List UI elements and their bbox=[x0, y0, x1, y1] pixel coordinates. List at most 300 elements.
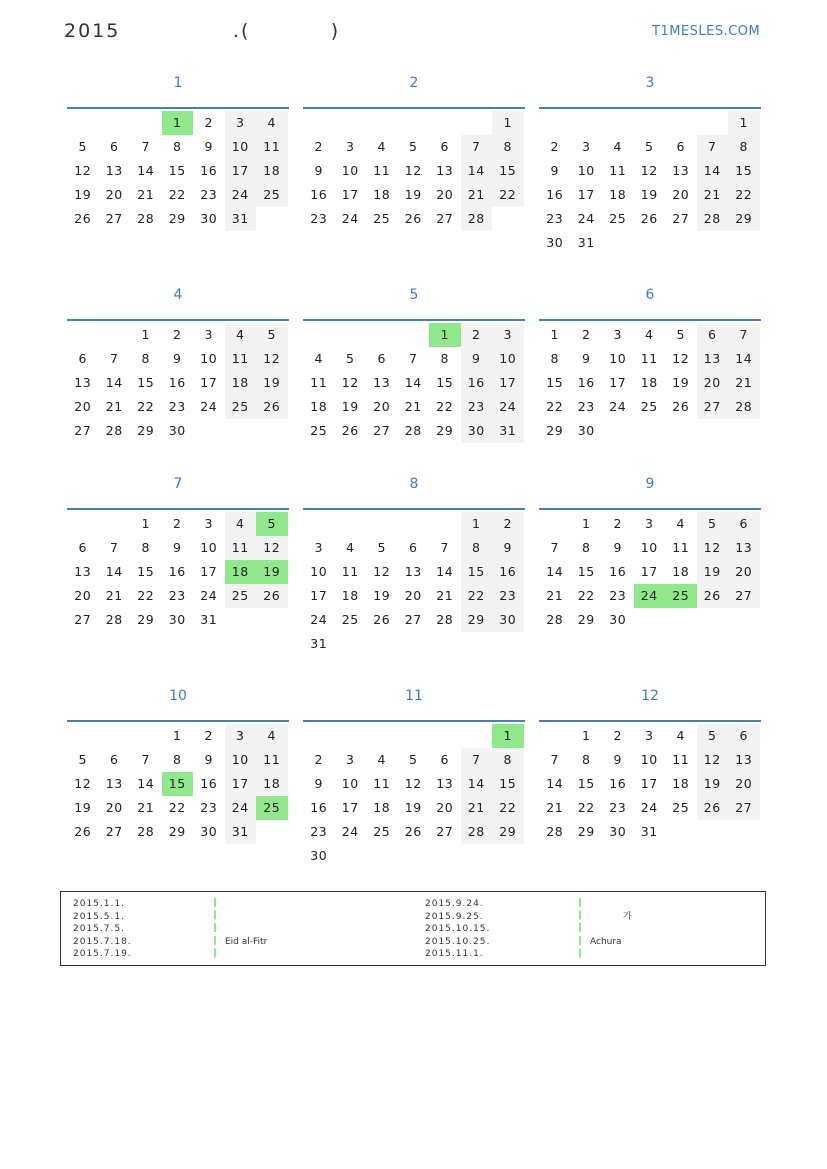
day-cell: 7 bbox=[141, 139, 150, 154]
empty-cell bbox=[67, 323, 99, 347]
empty-cell bbox=[335, 323, 367, 347]
day-cell: 25 bbox=[225, 584, 257, 608]
day-cell: 22 bbox=[461, 584, 493, 608]
day-cell: 16 bbox=[310, 800, 328, 815]
month-12 bbox=[539, 686, 761, 844]
day-cell: 14 bbox=[728, 347, 760, 371]
empty-cell bbox=[130, 724, 162, 748]
day-cell: 26 bbox=[74, 824, 92, 839]
day-cell: 29 bbox=[577, 612, 595, 627]
day-cell: 24 bbox=[225, 183, 257, 207]
day-cell: 31 bbox=[310, 636, 328, 651]
legend-holiday-name bbox=[225, 911, 267, 924]
day-cell: 24 bbox=[310, 612, 328, 627]
day-cell: 1 bbox=[492, 724, 524, 748]
month-grid bbox=[539, 319, 761, 443]
day-cell: 9 bbox=[461, 347, 493, 371]
day-cell: 26 bbox=[256, 395, 288, 419]
day-cell: 4 bbox=[645, 327, 654, 342]
day-cell: 3 bbox=[346, 139, 355, 154]
day-cell: 7 bbox=[141, 752, 150, 767]
day-cell: 15 bbox=[728, 159, 760, 183]
day-cell: 13 bbox=[436, 776, 454, 791]
day-cell: 30 bbox=[546, 235, 564, 250]
legend-date: 2015.7.19. bbox=[73, 949, 132, 960]
empty-cell bbox=[67, 512, 99, 536]
day-cell: 7 bbox=[461, 135, 493, 159]
day-cell: 23 bbox=[461, 395, 493, 419]
day-cell: 30 bbox=[609, 612, 627, 627]
legend-marker-right bbox=[579, 898, 581, 961]
month-1 bbox=[67, 73, 289, 231]
day-cell: 24 bbox=[634, 584, 666, 608]
day-cell: 29 bbox=[546, 423, 564, 438]
day-cell: 13 bbox=[436, 163, 454, 178]
day-cell: 29 bbox=[461, 608, 493, 632]
day-cell: 15 bbox=[461, 560, 493, 584]
day-cell: 14 bbox=[546, 564, 564, 579]
day-cell: 13 bbox=[74, 375, 92, 390]
day-cell: 2 bbox=[204, 115, 213, 130]
day-cell: 31 bbox=[225, 820, 257, 844]
day-cell: 22 bbox=[492, 183, 524, 207]
empty-cell bbox=[130, 111, 162, 135]
day-cell: 23 bbox=[168, 588, 186, 603]
day-cell: 10 bbox=[640, 540, 658, 555]
day-cell: 4 bbox=[314, 351, 323, 366]
day-cell: 20 bbox=[728, 772, 760, 796]
day-cell: 27 bbox=[728, 584, 760, 608]
empty-cell bbox=[634, 111, 666, 135]
empty-cell bbox=[539, 724, 571, 748]
month-title: 1 bbox=[173, 75, 183, 91]
day-cell: 5 bbox=[409, 752, 418, 767]
empty-cell bbox=[335, 111, 367, 135]
day-cell: 28 bbox=[697, 207, 729, 231]
day-cell: 5 bbox=[377, 540, 386, 555]
day-cell: 7 bbox=[728, 323, 760, 347]
empty-cell bbox=[461, 111, 493, 135]
day-cell: 15 bbox=[492, 772, 524, 796]
day-cell: 5 bbox=[256, 323, 288, 347]
day-cell: 29 bbox=[137, 612, 155, 627]
month-9 bbox=[539, 474, 761, 632]
day-cell: 18 bbox=[373, 800, 391, 815]
day-cell: 30 bbox=[492, 608, 524, 632]
day-cell: 24 bbox=[609, 399, 627, 414]
day-cell: 8 bbox=[492, 135, 524, 159]
day-cell: 15 bbox=[137, 564, 155, 579]
day-cell: 17 bbox=[200, 375, 218, 390]
day-cell: 5 bbox=[697, 512, 729, 536]
empty-cell bbox=[335, 724, 367, 748]
empty-cell bbox=[99, 111, 131, 135]
day-cell: 6 bbox=[440, 752, 449, 767]
legend-date: 2015.9.25. bbox=[425, 911, 484, 922]
day-cell: 11 bbox=[373, 776, 391, 791]
day-cell: 4 bbox=[676, 728, 685, 743]
day-cell: 25 bbox=[665, 584, 697, 608]
day-cell: 23 bbox=[609, 800, 627, 815]
day-cell: 1 bbox=[461, 512, 493, 536]
day-cell: 27 bbox=[373, 423, 391, 438]
day-cell: 5 bbox=[78, 752, 87, 767]
day-cell: 3 bbox=[645, 516, 654, 531]
day-cell: 20 bbox=[728, 560, 760, 584]
day-cell: 16 bbox=[168, 375, 186, 390]
day-cell: 9 bbox=[492, 536, 524, 560]
day-cell: 27 bbox=[436, 211, 454, 226]
day-cell: 10 bbox=[577, 163, 595, 178]
day-cell: 22 bbox=[577, 800, 595, 815]
day-cell: 12 bbox=[697, 536, 729, 560]
day-cell: 1 bbox=[141, 516, 150, 531]
day-cell: 1 bbox=[582, 728, 591, 743]
day-cell: 4 bbox=[346, 540, 355, 555]
day-cell: 9 bbox=[314, 776, 323, 791]
day-cell: 15 bbox=[168, 163, 186, 178]
day-cell: 28 bbox=[546, 612, 564, 627]
empty-cell bbox=[429, 724, 461, 748]
day-cell: 7 bbox=[110, 351, 119, 366]
month-grid bbox=[67, 720, 289, 844]
day-cell: 6 bbox=[377, 351, 386, 366]
site-brand-link[interactable]: T1MESLES.COM bbox=[652, 24, 761, 39]
month-grid bbox=[303, 508, 525, 656]
day-cell: 7 bbox=[440, 540, 449, 555]
empty-cell bbox=[303, 111, 335, 135]
day-cell: 9 bbox=[173, 351, 182, 366]
day-cell: 25 bbox=[373, 824, 391, 839]
day-cell: 19 bbox=[74, 187, 92, 202]
empty-cell bbox=[539, 111, 571, 135]
month-title: 11 bbox=[405, 688, 423, 704]
day-cell: 8 bbox=[582, 540, 591, 555]
month-title: 10 bbox=[169, 688, 187, 704]
day-cell: 3 bbox=[492, 323, 524, 347]
day-cell: 12 bbox=[404, 163, 422, 178]
month-title: 6 bbox=[645, 287, 655, 303]
day-cell: 23 bbox=[577, 399, 595, 414]
day-cell: 4 bbox=[377, 752, 386, 767]
page-title: 2015 .( ) bbox=[64, 20, 341, 42]
day-cell: 12 bbox=[256, 347, 288, 371]
day-cell: 30 bbox=[168, 423, 186, 438]
legend-date: 2015.11.1. bbox=[425, 949, 484, 960]
day-cell: 30 bbox=[310, 848, 328, 863]
day-cell: 3 bbox=[613, 327, 622, 342]
empty-cell bbox=[398, 512, 430, 536]
day-cell: 12 bbox=[697, 748, 729, 772]
day-cell: 25 bbox=[341, 612, 359, 627]
day-cell: 15 bbox=[492, 159, 524, 183]
day-cell: 19 bbox=[373, 588, 391, 603]
day-cell: 7 bbox=[461, 748, 493, 772]
day-cell: 9 bbox=[204, 139, 213, 154]
day-cell: 10 bbox=[225, 135, 257, 159]
day-cell: 22 bbox=[436, 399, 454, 414]
day-cell: 29 bbox=[168, 824, 186, 839]
day-cell: 10 bbox=[200, 351, 218, 366]
day-cell: 3 bbox=[225, 724, 257, 748]
day-cell: 28 bbox=[461, 207, 493, 231]
day-cell: 3 bbox=[645, 728, 654, 743]
day-cell: 28 bbox=[137, 824, 155, 839]
day-cell: 8 bbox=[461, 536, 493, 560]
day-cell: 15 bbox=[577, 776, 595, 791]
day-cell: 7 bbox=[550, 752, 559, 767]
empty-cell bbox=[398, 323, 430, 347]
day-cell: 28 bbox=[137, 211, 155, 226]
day-cell: 21 bbox=[137, 187, 155, 202]
day-cell: 27 bbox=[672, 211, 690, 226]
day-cell: 3 bbox=[204, 327, 213, 342]
day-cell: 8 bbox=[141, 351, 150, 366]
day-cell: 27 bbox=[74, 423, 92, 438]
day-cell: 21 bbox=[461, 796, 493, 820]
empty-cell bbox=[67, 724, 99, 748]
day-cell: 14 bbox=[404, 375, 422, 390]
day-cell: 19 bbox=[404, 187, 422, 202]
day-cell: 26 bbox=[74, 211, 92, 226]
day-cell: 30 bbox=[200, 824, 218, 839]
day-cell: 12 bbox=[672, 351, 690, 366]
day-cell: 3 bbox=[225, 111, 257, 135]
day-cell: 24 bbox=[200, 588, 218, 603]
day-cell: 23 bbox=[200, 800, 218, 815]
empty-cell bbox=[398, 111, 430, 135]
day-cell: 26 bbox=[697, 796, 729, 820]
day-cell: 29 bbox=[168, 211, 186, 226]
day-cell: 14 bbox=[137, 163, 155, 178]
empty-cell bbox=[398, 724, 430, 748]
day-cell: 1 bbox=[162, 111, 194, 135]
day-cell: 29 bbox=[577, 824, 595, 839]
day-cell: 21 bbox=[105, 588, 123, 603]
day-cell: 13 bbox=[105, 776, 123, 791]
day-cell: 27 bbox=[105, 824, 123, 839]
legend-date: 2015.10.15. bbox=[425, 924, 491, 935]
day-cell: 2 bbox=[461, 323, 493, 347]
day-cell: 18 bbox=[373, 187, 391, 202]
day-cell: 28 bbox=[105, 612, 123, 627]
day-cell: 26 bbox=[341, 423, 359, 438]
day-cell: 21 bbox=[546, 588, 564, 603]
day-cell: 23 bbox=[200, 187, 218, 202]
day-cell: 7 bbox=[110, 540, 119, 555]
day-cell: 26 bbox=[404, 824, 422, 839]
month-title: 7 bbox=[173, 476, 183, 492]
legend-holiday-name: Achura bbox=[590, 936, 622, 947]
day-cell: 21 bbox=[728, 371, 760, 395]
day-cell: 28 bbox=[728, 395, 760, 419]
day-cell: 31 bbox=[577, 235, 595, 250]
day-cell: 2 bbox=[314, 139, 323, 154]
day-cell: 15 bbox=[577, 564, 595, 579]
legend-holiday-name bbox=[590, 898, 632, 911]
empty-cell bbox=[539, 512, 571, 536]
holiday-legend bbox=[60, 891, 766, 966]
day-cell: 19 bbox=[341, 399, 359, 414]
legend-holiday-name bbox=[590, 948, 632, 961]
month-title: 5 bbox=[409, 287, 419, 303]
legend-holiday-name: Eid al-Fitr bbox=[225, 936, 268, 947]
empty-cell bbox=[602, 111, 634, 135]
legend-date: 2015.5.1. bbox=[73, 911, 125, 922]
month-7 bbox=[67, 474, 289, 632]
day-cell: 13 bbox=[728, 748, 760, 772]
day-cell: 24 bbox=[225, 796, 257, 820]
day-cell: 13 bbox=[672, 163, 690, 178]
empty-cell bbox=[571, 111, 603, 135]
day-cell: 26 bbox=[404, 211, 422, 226]
month-title: 12 bbox=[641, 688, 659, 704]
day-cell: 6 bbox=[110, 139, 119, 154]
day-cell: 18 bbox=[609, 187, 627, 202]
day-cell: 15 bbox=[137, 375, 155, 390]
day-cell: 14 bbox=[461, 159, 493, 183]
day-cell: 12 bbox=[373, 564, 391, 579]
day-cell: 3 bbox=[582, 139, 591, 154]
day-cell: 11 bbox=[225, 347, 257, 371]
day-cell: 9 bbox=[613, 752, 622, 767]
day-cell: 25 bbox=[256, 183, 288, 207]
day-cell: 9 bbox=[550, 163, 559, 178]
day-cell: 4 bbox=[256, 111, 288, 135]
day-cell: 8 bbox=[550, 351, 559, 366]
day-cell: 17 bbox=[577, 187, 595, 202]
day-cell: 5 bbox=[78, 139, 87, 154]
day-cell: 12 bbox=[74, 776, 92, 791]
day-cell: 6 bbox=[409, 540, 418, 555]
legend-left-names bbox=[225, 898, 267, 961]
day-cell: 18 bbox=[310, 399, 328, 414]
day-cell: 14 bbox=[105, 564, 123, 579]
day-cell: 6 bbox=[728, 724, 760, 748]
day-cell: 27 bbox=[728, 796, 760, 820]
day-cell: 8 bbox=[728, 135, 760, 159]
day-cell: 2 bbox=[173, 516, 182, 531]
day-cell: 1 bbox=[173, 728, 182, 743]
legend-holiday-name bbox=[225, 948, 267, 961]
day-cell: 31 bbox=[492, 419, 524, 443]
day-cell: 10 bbox=[609, 351, 627, 366]
day-cell: 22 bbox=[168, 800, 186, 815]
day-cell: 2 bbox=[613, 728, 622, 743]
empty-cell bbox=[665, 111, 697, 135]
day-cell: 1 bbox=[728, 111, 760, 135]
empty-cell bbox=[697, 111, 729, 135]
legend-date: 2015.1.1. bbox=[73, 899, 125, 909]
day-cell: 20 bbox=[74, 588, 92, 603]
day-cell: 10 bbox=[492, 347, 524, 371]
day-cell: 29 bbox=[728, 207, 760, 231]
day-cell: 7 bbox=[409, 351, 418, 366]
month-grid bbox=[539, 508, 761, 632]
day-cell: 19 bbox=[74, 800, 92, 815]
day-cell: 13 bbox=[697, 347, 729, 371]
day-cell: 16 bbox=[609, 564, 627, 579]
day-cell: 22 bbox=[492, 796, 524, 820]
day-cell: 25 bbox=[609, 211, 627, 226]
empty-cell bbox=[429, 111, 461, 135]
day-cell: 4 bbox=[377, 139, 386, 154]
day-cell: 4 bbox=[676, 516, 685, 531]
day-cell: 20 bbox=[436, 187, 454, 202]
day-cell: 18 bbox=[225, 371, 257, 395]
day-cell: 4 bbox=[225, 323, 257, 347]
day-cell: 6 bbox=[78, 351, 87, 366]
day-cell: 16 bbox=[577, 375, 595, 390]
legend-date: 2015.9.24. bbox=[425, 899, 484, 909]
legend-holiday-name bbox=[590, 923, 632, 936]
day-cell: 2 bbox=[314, 752, 323, 767]
day-cell: 10 bbox=[341, 776, 359, 791]
day-cell: 14 bbox=[546, 776, 564, 791]
day-cell: 25 bbox=[256, 796, 288, 820]
day-cell: 26 bbox=[256, 584, 288, 608]
day-cell: 11 bbox=[341, 564, 359, 579]
month-grid bbox=[539, 720, 761, 844]
day-cell: 19 bbox=[697, 772, 729, 796]
day-cell: 17 bbox=[640, 564, 658, 579]
day-cell: 19 bbox=[404, 800, 422, 815]
day-cell: 2 bbox=[582, 327, 591, 342]
month-3 bbox=[539, 73, 761, 255]
day-cell: 28 bbox=[546, 824, 564, 839]
day-cell: 17 bbox=[492, 371, 524, 395]
day-cell: 20 bbox=[105, 800, 123, 815]
day-cell: 30 bbox=[461, 419, 493, 443]
day-cell: 23 bbox=[546, 211, 564, 226]
legend-holiday-name bbox=[225, 898, 267, 911]
day-cell: 11 bbox=[256, 135, 288, 159]
day-cell: 15 bbox=[436, 375, 454, 390]
month-title: 2 bbox=[409, 75, 419, 91]
day-cell: 31 bbox=[200, 612, 218, 627]
day-cell: 18 bbox=[341, 588, 359, 603]
day-cell: 16 bbox=[609, 776, 627, 791]
day-cell: 15 bbox=[162, 772, 194, 796]
month-4 bbox=[67, 285, 289, 443]
day-cell: 24 bbox=[341, 211, 359, 226]
day-cell: 10 bbox=[310, 564, 328, 579]
day-cell: 11 bbox=[256, 748, 288, 772]
day-cell: 23 bbox=[310, 211, 328, 226]
day-cell: 11 bbox=[609, 163, 627, 178]
day-cell: 13 bbox=[105, 163, 123, 178]
day-cell: 18 bbox=[640, 375, 658, 390]
day-cell: 3 bbox=[314, 540, 323, 555]
day-cell: 3 bbox=[346, 752, 355, 767]
day-cell: 21 bbox=[404, 399, 422, 414]
month-title: 4 bbox=[173, 287, 183, 303]
day-cell: 4 bbox=[613, 139, 622, 154]
day-cell: 24 bbox=[200, 399, 218, 414]
day-cell: 5 bbox=[256, 512, 288, 536]
day-cell: 3 bbox=[204, 516, 213, 531]
day-cell: 19 bbox=[672, 375, 690, 390]
day-cell: 18 bbox=[672, 776, 690, 791]
day-cell: 4 bbox=[256, 724, 288, 748]
day-cell: 16 bbox=[168, 564, 186, 579]
day-cell: 8 bbox=[173, 752, 182, 767]
day-cell: 29 bbox=[436, 423, 454, 438]
day-cell: 27 bbox=[74, 612, 92, 627]
day-cell: 5 bbox=[676, 327, 685, 342]
day-cell: 9 bbox=[204, 752, 213, 767]
day-cell: 19 bbox=[256, 371, 288, 395]
